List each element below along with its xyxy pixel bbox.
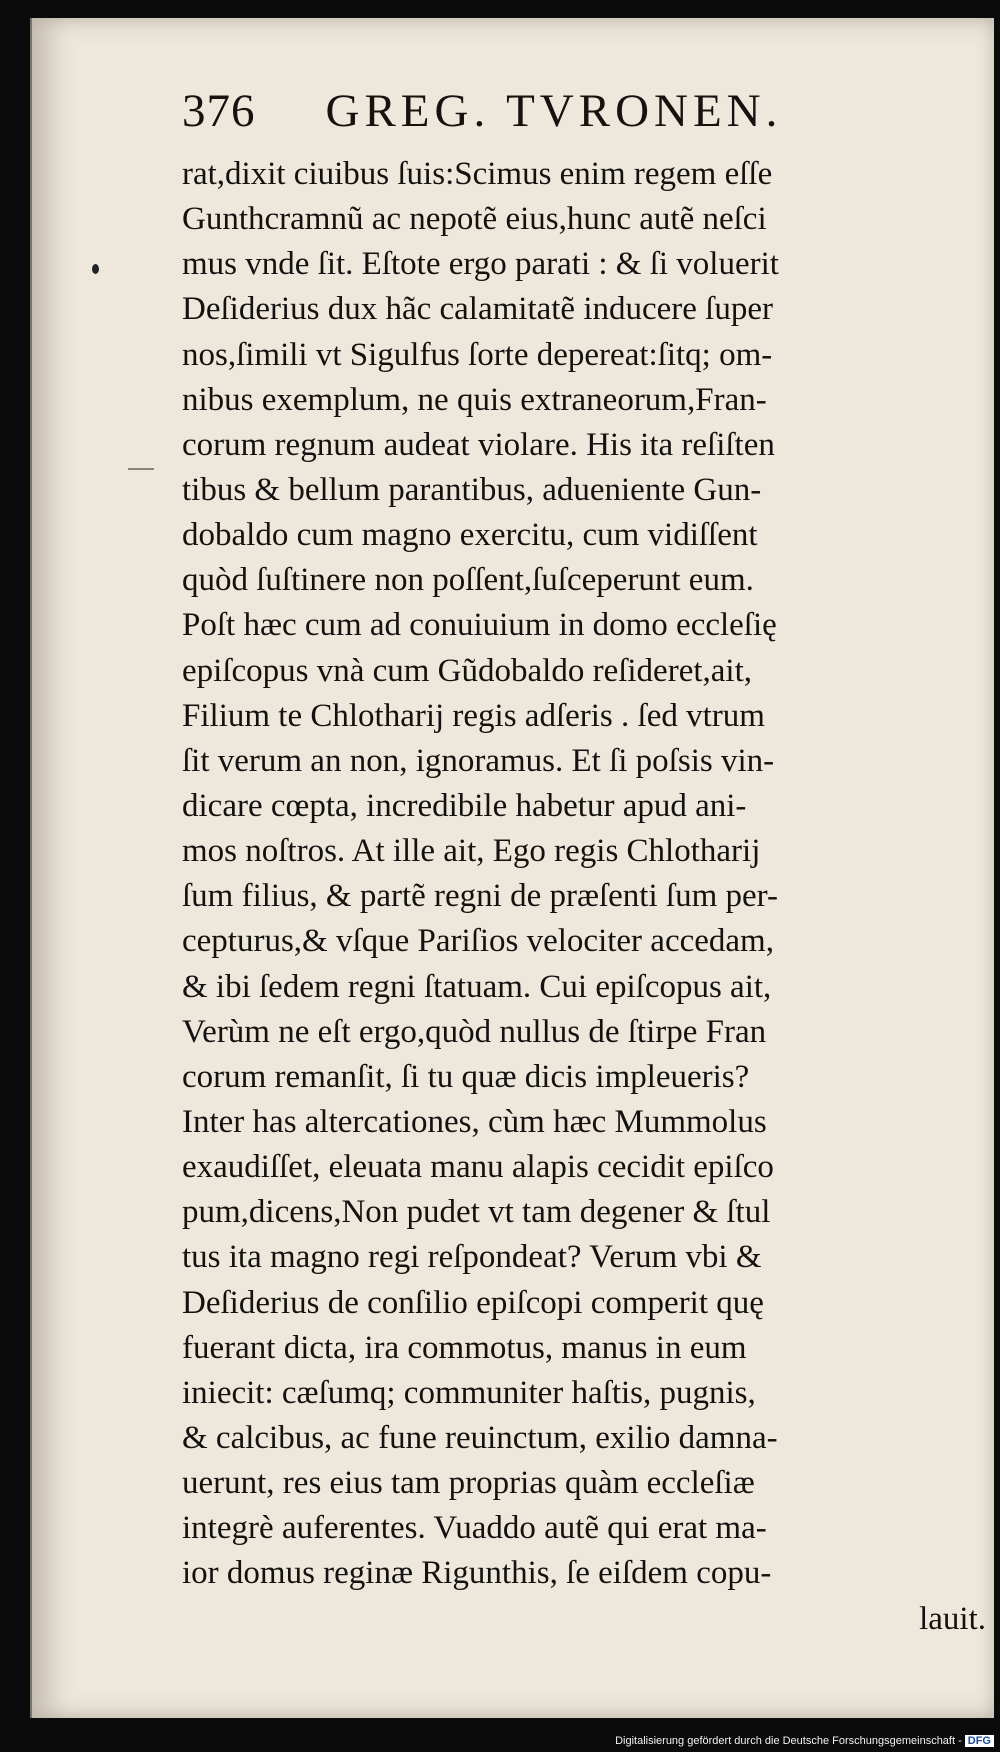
dfg-logo: DFG [965,1735,994,1747]
text-line: Filium te Chlotharij regis adſeris . ſed vtrum [182,697,765,734]
text-line: cepturus,& vſque Pariſios velociter accedam, [182,923,774,960]
text-line: uerunt, res eius tam proprias quàm eccleſiæ [182,1465,755,1502]
running-title: GREG. TVRONEN. [325,85,783,137]
text-line: Verùm ne eſt ergo,quòd nullus de ſtirpe Fran [182,1013,767,1050]
text-line: & ibi ſedem regni ſtatuam. Cui epiſcopus ait, [182,968,772,1005]
digitization-credit [615,1735,994,1747]
page-number: 376 [182,85,256,137]
text-line: nos,ſimili vt Sigulfus ſorte depereat:ſitq; om- [182,336,773,373]
text-line: mus vnde ſit. Eſtote ergo parati : & ſi voluerit [182,246,779,283]
text-line: dobaldo cum magno exercitu, cum vidiſſent [182,517,758,554]
text-line: pum,dicens,Non pudet vt tam degener & ſtul [182,1194,771,1231]
credit-text: Digitalisierung gefördert durch die Deutsche Forschungsgemeinschaft - [615,1735,962,1747]
text-line: Poſt hæc cum ad conuiuium in domo eccleſię [182,607,777,644]
last-text-line: lauit. [919,1600,986,1637]
text-line: ior domus reginæ Rigunthis, ſe eiſdem copu- [182,1555,772,1592]
text-line: fuerant dicta, ira commotus, manus in eum [182,1329,747,1366]
margin-mark [92,264,99,274]
text-line: Deſiderius dux hãc calamitatẽ inducere ſuper [182,291,773,328]
text-line: integrè auferentes. Vuaddo autẽ qui erat ma- [182,1510,767,1547]
text-line: tibus & bellum parantibus, adueniente Gun- [182,471,762,508]
text-line: Gunthcramnũ ac nepotẽ eius,hunc autẽ neſci [182,201,767,238]
text-line: rat,dixit ciuibus ſuis:Scimus enim regem eſſe [182,156,773,192]
text-line: ſit verum an non, ignoramus. Et ſi poſsis vin- [182,742,775,779]
margin-dash [128,468,154,470]
text-line: Inter has altercationes, cùm hæc Mummolus [182,1103,767,1140]
text-line: epiſcopus vnà cum Gũdobaldo reſideret,ait, [182,652,752,689]
text-line: iniecit: cæſumq; communiter haſtis, pugnis, [182,1374,756,1411]
text-line: dicare cœpta, incredibile habetur apud ani- [182,787,747,824]
text-line: tus ita magno regi reſpondeat? Verum vbi & [182,1239,762,1276]
text-line: corum regnum audeat violare. His ita reſiſten [182,426,775,463]
text-line: ſum filius, & partẽ regni de præſenti ſum per- [182,878,778,915]
text-line: & calcibus, ac fune reuinctum, exilio damna- [182,1419,778,1456]
text-line: nibus exemplum, ne quis extraneorum,Fran- [182,381,767,418]
text-line: corum remanſit, ſi tu quæ dicis impleueris? [182,1058,750,1095]
text-line: quòd ſuſtinere non poſſent,ſuſceperunt eum. [182,562,754,599]
body-text [182,152,992,1642]
book-page [30,18,994,1718]
text-line: Deſiderius de conſilio epiſcopi comperit quę [182,1284,764,1321]
page-header [182,84,782,138]
text-line: exaudiſſet, eleuata manu alapis cecidit epiſco [182,1149,774,1186]
text-line: mos noſtros. At ille ait, Ego regis Chlotharij [182,833,761,870]
